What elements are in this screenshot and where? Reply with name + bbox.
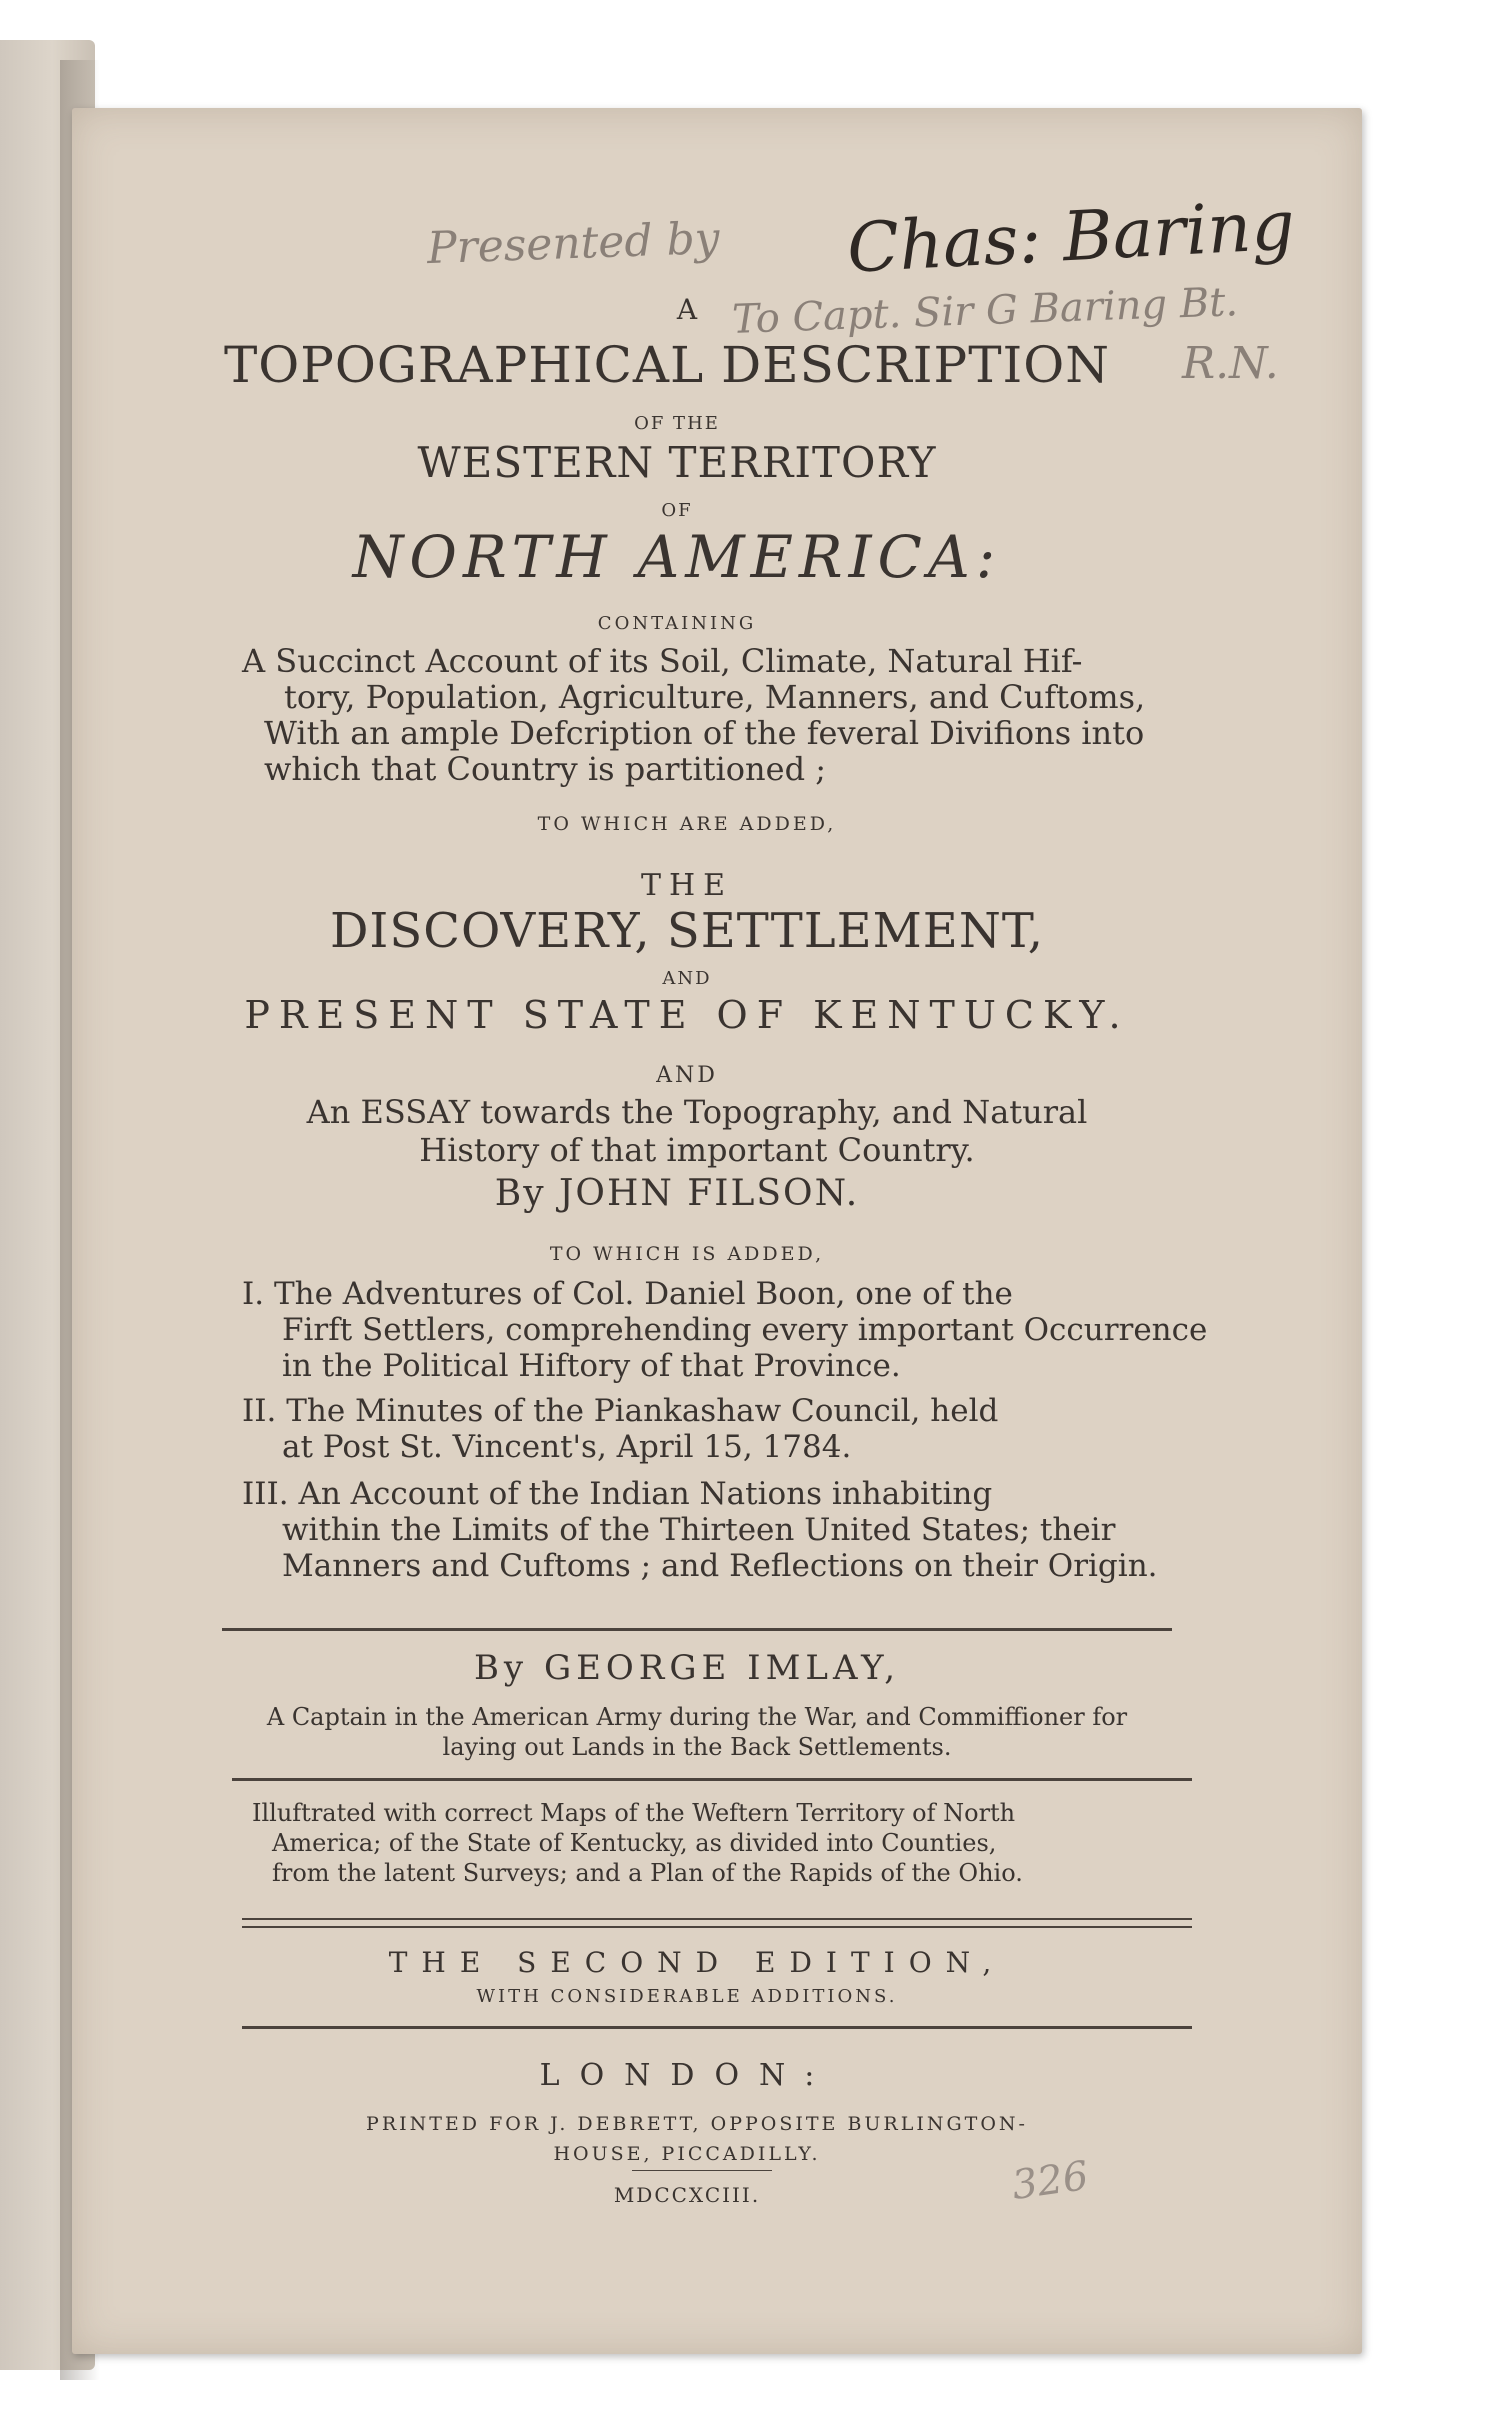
item2-line: at Post St. Vincent's, April 15, 1784. bbox=[282, 1429, 852, 1465]
rule-5 bbox=[632, 2170, 772, 2171]
of-the: OF THE bbox=[634, 413, 720, 434]
printed-line-2: HOUSE, PICCADILLY. bbox=[553, 2143, 821, 2165]
rule-3b bbox=[242, 1926, 1192, 1928]
illustrated-line: from the latent Surveys; and a Plan of the Rapids of the Ohio. bbox=[272, 1859, 1023, 1887]
title-a: A bbox=[676, 293, 698, 326]
item3-line: Manners and Cuftoms ; and Reflections on their Origin. bbox=[282, 1548, 1158, 1584]
discovery-settlement: DISCOVERY, SETTLEMENT, bbox=[329, 903, 1045, 959]
signature: Chas: Baring bbox=[845, 186, 1297, 289]
western-territory: WESTERN TERRITORY bbox=[417, 438, 937, 487]
item1-line: in the Political Hiftory of that Province. bbox=[282, 1348, 901, 1384]
north-america: NORTH AMERICA: bbox=[352, 523, 1002, 591]
item1-line: I. The Adventures of Col. Daniel Boon, one of the bbox=[242, 1276, 1013, 1312]
rule-3a bbox=[242, 1918, 1192, 1920]
second-edition: THE SECOND EDITION, bbox=[388, 1946, 1006, 1979]
para1-line: which that Country is partitioned ; bbox=[264, 750, 827, 788]
shelf-mark: 326 bbox=[1009, 2152, 1092, 2210]
item-1 bbox=[242, 1276, 1207, 1384]
by-george-imlay: By GEORGE IMLAY, bbox=[473, 1648, 901, 1688]
para1-line: tory, Population, Agriculture, Manners, and Cuftoms, bbox=[284, 678, 1146, 716]
rule-2 bbox=[232, 1778, 1192, 1781]
imlay-desc-line-1: A Captain in the American Army during the War, and Commiffioner for bbox=[266, 1703, 1128, 1731]
illustrated-line: America; of the State of Kentucky, as divided into Counties, bbox=[272, 1829, 997, 1857]
contents-paragraph bbox=[242, 643, 1145, 787]
to-which-is-added: TO WHICH IS ADDED, bbox=[549, 1243, 825, 1265]
rule-1 bbox=[222, 1628, 1172, 1631]
title-page bbox=[72, 108, 1362, 2354]
present-state-kentucky: PRESENT STATE OF KENTUCKY. bbox=[244, 993, 1130, 1037]
london: LONDON: bbox=[539, 2058, 835, 2093]
presented-inscription: Presented by bbox=[426, 212, 721, 275]
item-3 bbox=[242, 1476, 1158, 1584]
and-label-1: AND bbox=[662, 968, 712, 989]
essay-line-1: An ESSAY towards the Topography, and Natural bbox=[306, 1093, 1088, 1131]
year: MDCCXCIII. bbox=[613, 2183, 761, 2207]
to-which-are-added: TO WHICH ARE ADDED, bbox=[537, 813, 837, 835]
item2-line: II. The Minutes of the Piankashaw Council, held bbox=[242, 1393, 999, 1429]
dedication-inscription: To Capt. Sir G Baring Bt. bbox=[731, 279, 1239, 343]
imlay-desc-line-2: laying out Lands in the Back Settlements. bbox=[442, 1733, 952, 1761]
the-label: THE bbox=[640, 868, 734, 903]
of-label: OF bbox=[661, 500, 693, 521]
main-title: TOPOGRAPHICAL DESCRIPTION bbox=[223, 336, 1111, 394]
containing: CONTAINING bbox=[597, 613, 757, 634]
essay-line-2: History of that important Country. bbox=[419, 1131, 975, 1169]
item1-line: Firft Settlers, comprehending every important Occurrence bbox=[282, 1312, 1208, 1348]
by-john-filson: By JOHN FILSON. bbox=[494, 1173, 860, 1214]
item3-line: III. An Account of the Indian Nations inhabiting bbox=[242, 1476, 993, 1512]
para1-line: A Succinct Account of its Soil, Climate, Natural Hif- bbox=[242, 642, 1083, 680]
printed-line-1: PRINTED FOR J. DEBRETT, OPPOSITE BURLINGTON- bbox=[366, 2113, 1028, 2135]
illustrated-line: Illuftrated with correct Maps of the Weftern Territory of North bbox=[252, 1799, 1016, 1827]
rule-4 bbox=[242, 2026, 1192, 2029]
considerable-additions: WITH CONSIDERABLE ADDITIONS. bbox=[476, 1986, 898, 2007]
illustrated-paragraph bbox=[252, 1798, 1023, 1888]
rank-inscription: R.N. bbox=[1182, 338, 1279, 389]
item-2 bbox=[242, 1393, 998, 1465]
para1-line: With an ample Defcription of the feveral Divifions into bbox=[264, 714, 1145, 752]
item3-line: within the Limits of the Thirteen United States; their bbox=[282, 1512, 1116, 1548]
and-label-2: AND bbox=[656, 1063, 718, 1088]
